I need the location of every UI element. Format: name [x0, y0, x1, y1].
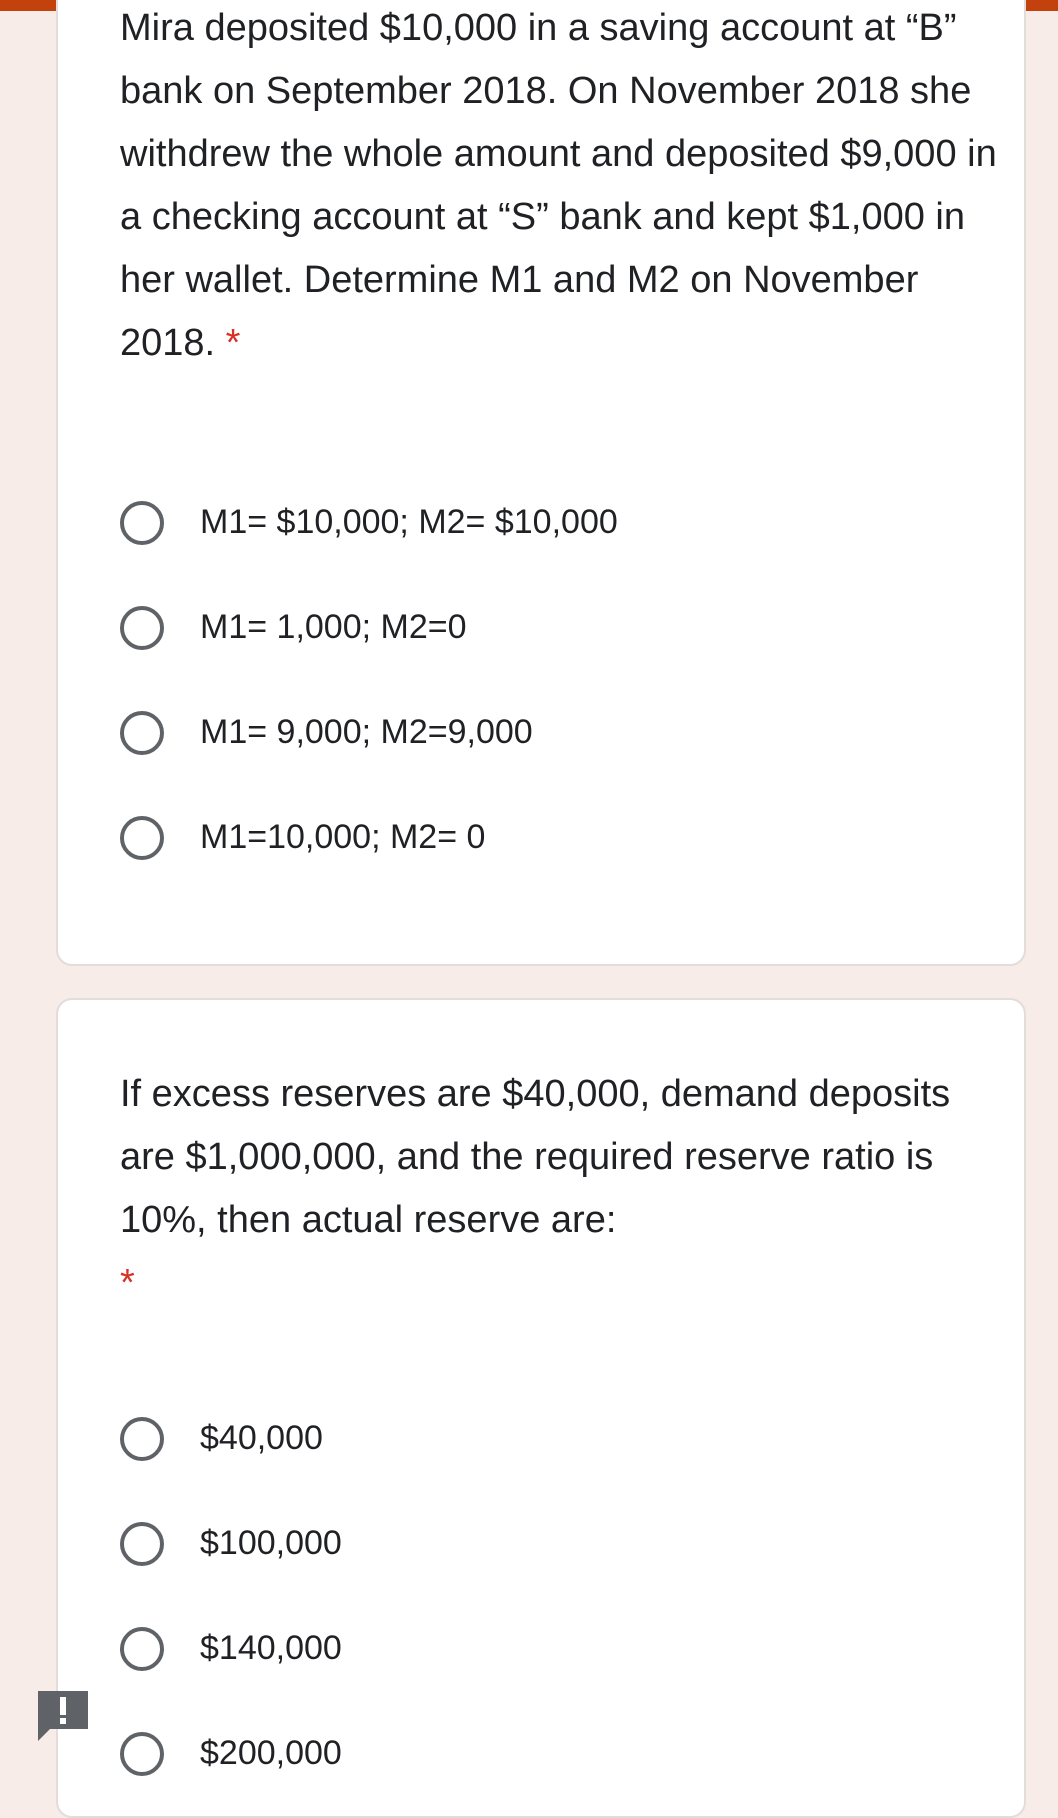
radio-option[interactable]	[120, 1701, 342, 1806]
radio-button[interactable]	[120, 1522, 164, 1566]
required-asterisk: *	[225, 322, 241, 364]
option-label[interactable]: M1= $10,000; M2= $10,000	[200, 503, 618, 541]
option-label[interactable]: $100,000	[200, 1524, 342, 1562]
radio-option[interactable]	[120, 1491, 342, 1596]
radio-button[interactable]	[120, 711, 164, 755]
required-asterisk: *	[120, 1262, 135, 1304]
radio-option[interactable]	[120, 575, 618, 680]
radio-option[interactable]	[120, 785, 618, 890]
report-problem-button[interactable]	[36, 1689, 90, 1743]
option-label[interactable]: $200,000	[200, 1734, 342, 1772]
radio-button[interactable]	[120, 816, 164, 860]
question-text: If excess reserves are $40,000, demand deposits are $1,000,000, and the required reserve ratio is 10%, then actual reserve are: *	[120, 1073, 951, 1304]
radio-options	[120, 470, 618, 890]
radio-button[interactable]	[120, 501, 164, 545]
option-label[interactable]: M1= 9,000; M2=9,000	[200, 713, 533, 751]
radio-option[interactable]	[120, 470, 618, 575]
radio-button[interactable]	[120, 1417, 164, 1461]
radio-option[interactable]	[120, 1386, 342, 1491]
radio-option[interactable]	[120, 1596, 342, 1701]
option-label[interactable]: M1=10,000; M2= 0	[200, 818, 486, 856]
option-label[interactable]: M1= 1,000; M2=0	[200, 608, 467, 646]
radio-option[interactable]	[120, 680, 618, 785]
radio-button[interactable]	[120, 1627, 164, 1671]
radio-button[interactable]	[120, 1732, 164, 1776]
radio-options	[120, 1386, 342, 1806]
option-label[interactable]: $140,000	[200, 1629, 342, 1667]
exclamation-icon	[36, 1689, 90, 1743]
question-card	[56, 0, 1026, 966]
radio-button[interactable]	[120, 606, 164, 650]
option-label[interactable]: $40,000	[200, 1419, 323, 1457]
question-text: Mira deposited $10,000 in a saving account at “B” bank on September 2018. On November 2018 she withdrew the whole amount and deposited $9,000 in a checking account at “S” bank and kept $1,000 in her wallet. Determine M1 and M2 on November 2018. *	[120, 7, 997, 364]
question-card	[56, 998, 1026, 1818]
